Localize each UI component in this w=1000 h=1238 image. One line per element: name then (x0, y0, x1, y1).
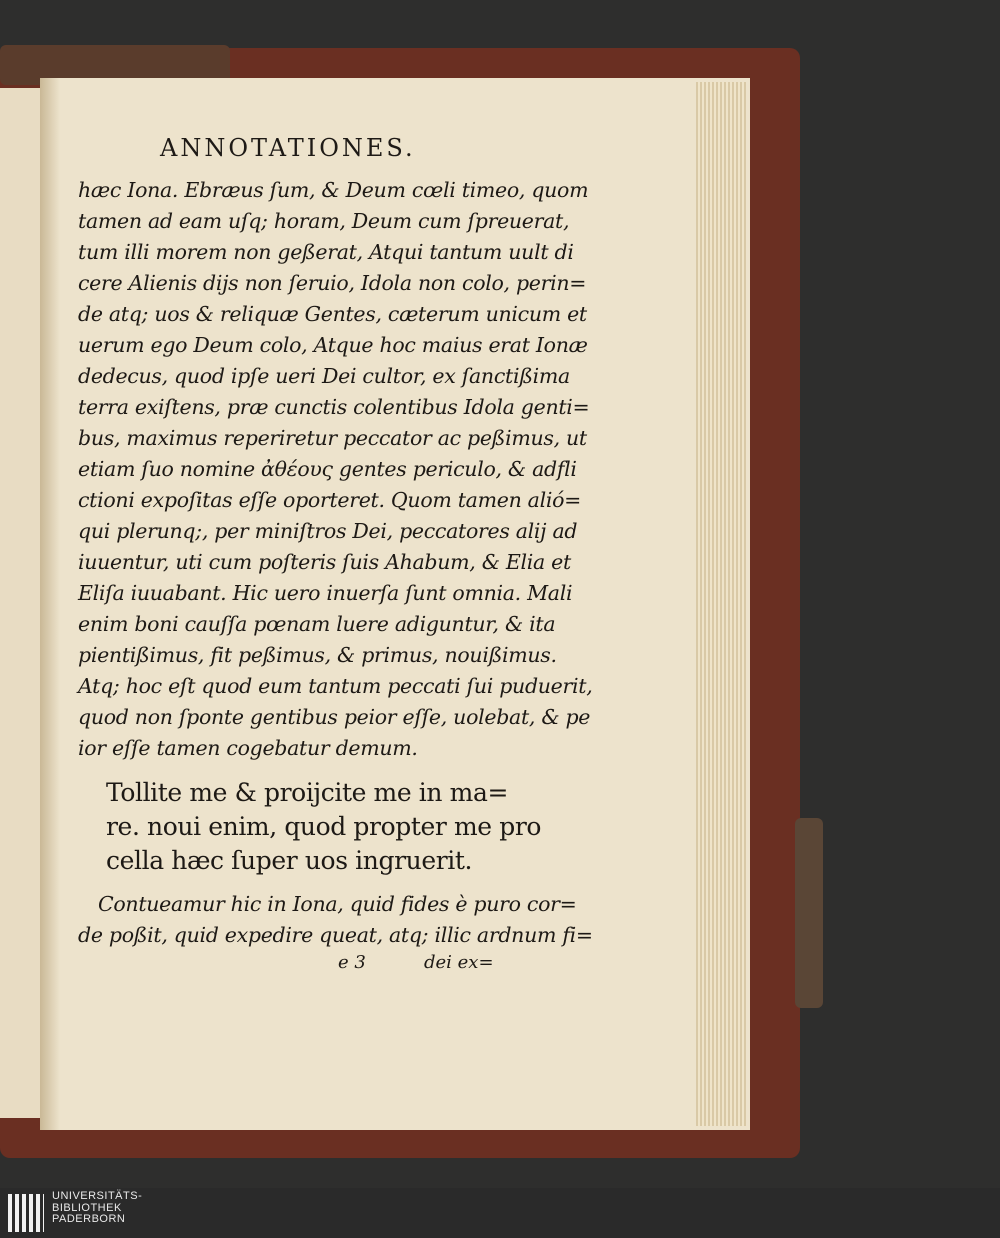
scripture-line: Tollite me & proijcite me in ma= (106, 778, 508, 807)
library-footer (0, 1188, 1000, 1238)
text-line: dedecus, quod ipſe ueri Dei cultor, ex ſanctißima (78, 364, 570, 388)
text-line: hæc Iona. Ebræus ſum, & Deum cœli timeo, quom (78, 178, 589, 202)
library-name-line: UNIVERSITÄTS- (52, 1190, 143, 1202)
text-line: enim boni cauſſa pœnam luere adiguntur, & ita (78, 612, 556, 636)
text-line: quod non ſponte gentibus peior eſſe, uolebat, & pe (78, 705, 591, 729)
scripture-line: re. noui enim, quod propter me pro (106, 812, 542, 841)
library-logo-icon (8, 1194, 44, 1232)
text-line: Atq; hoc eſt quod eum tantum peccati ſui puduerit, (78, 674, 593, 698)
running-header: ANNOTATIONES. (160, 134, 416, 162)
text-line: tum illi morem non geßerat, Atqui tantum uult di (78, 240, 574, 264)
text-line: uerum ego Deum colo, Atque hoc maius erat Ionæ (78, 333, 588, 357)
text-line: Eliſa iuuabant. Hic uero inuerſa ſunt omnia. Mali (78, 581, 573, 605)
page-gutter (40, 78, 60, 1130)
text-line: de poßit, quid expedire queat, atq; illic ardnum fi= (78, 923, 593, 947)
text-line: etiam ſuo nomine ἀθέους gentes periculo, & adfli (78, 457, 577, 481)
scripture-line: cella hæc ſuper uos ingruerit. (106, 846, 473, 875)
text-line: bus, maximus reperiretur peccator ac peßimus, ut (78, 426, 587, 450)
text-line: tamen ad eam uſq; horam, Deum cum ſpreuerat, (78, 209, 570, 233)
library-name-line: PADERBORN (52, 1213, 126, 1225)
text-line: ior eſſe tamen cogebatur demum. (78, 736, 418, 760)
library-name (52, 1191, 142, 1226)
text-line: iuuentur, uti cum poſteris ſuis Ahabum, & Elia et (78, 550, 571, 574)
text-line: pientißimus, fit peßimus, & primus, nouißimus. (78, 643, 557, 667)
catchword: dei ex= (424, 952, 494, 973)
text-line: cere Alienis dijs non ſeruio, Idola non colo, perin= (78, 271, 587, 295)
bookmark-tab (795, 818, 823, 1008)
page-fore-edge (696, 82, 746, 1126)
text-line: qui plerunq;, per miniſtros Dei, peccatores alij ad (78, 519, 578, 543)
text-line: ctioni expoſitas eſſe oporteret. Quom tamen alió= (78, 488, 582, 512)
text-line: de atq; uos & reliquæ Gentes, cæterum unicum et (78, 302, 587, 326)
signature-mark: e 3 (338, 952, 366, 973)
text-line: Contueamur hic in Iona, quid fides è puro cor= (98, 892, 577, 916)
text-line: terra exiſtens, præ cunctis colentibus Idola genti= (78, 395, 590, 419)
library-name-line: BIBLIOTHEK (52, 1201, 122, 1214)
